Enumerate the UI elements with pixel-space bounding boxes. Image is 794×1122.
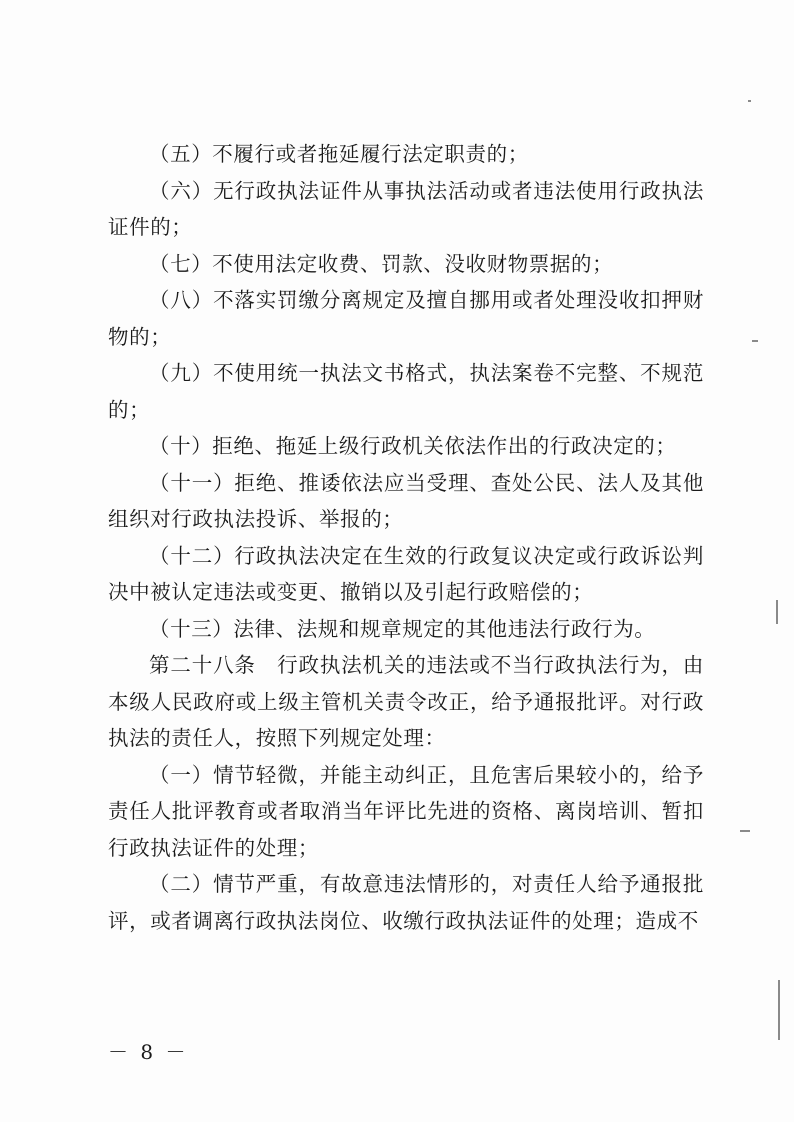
paragraph-item-5: （五）不履行或者拖延履行法定职责的； — [149, 142, 529, 166]
article-28-clause-2: （二）情节严重，有故意违法情形的，对责任人给予通报批评，或者调离行政执法岗位、收缴行政执法证件的处理；造成不 — [108, 872, 704, 933]
article-28: 第二十八条 行政执法机关的违法或不当行政执法行为，由本级人民政府或上级主管机关责令改正，给予通报批评。对行政执法的责任人，按照下列规定处理： — [108, 653, 704, 750]
scan-artifact — [752, 340, 758, 342]
scan-artifact — [776, 600, 778, 624]
paragraph-item-8: （八）不落实罚缴分离规定及擅自挪用或者处理没收扣押财物的； — [108, 288, 704, 349]
paragraph-item-6: （六）无行政执法证件从事执法活动或者违法使用行政执法证件的； — [108, 178, 704, 239]
scan-artifact — [748, 100, 751, 102]
paragraph-item-7: （七）不使用法定收费、罚款、没收财物票据的； — [149, 251, 614, 276]
paragraph-item-10: （十）拒绝、拖延上级行政机关依法作出的行政决定的； — [149, 434, 677, 458]
paragraph-item-12: （十二）行政执法决定在生效的行政复议决定或行政诉讼判决中被认定违法或变更、撤销以及引起行政赔偿的； — [108, 543, 704, 604]
scan-artifact — [740, 830, 750, 832]
scan-artifact — [778, 980, 780, 1040]
paragraph-item-11: （十一）拒绝、推诿依法应当受理、查处公民、法人及其他组织对行政执法投诉、举报的； — [108, 470, 704, 531]
article-28-clause-1: （一）情节轻微，并能主动纠正，且危害后果较小的，给予责任人批评教育或者取消当年评比先进的资格、离岗培训、暂扣行政执法证件的处理； — [108, 762, 704, 860]
paragraph-item-13: （十三）法律、法规和规章规定的其他违法行政行为。 — [149, 616, 656, 641]
page-number: － 8 － — [108, 1040, 189, 1064]
paragraph-item-9: （九）不使用统一执法文书格式，执法案卷不完整、不规范的； — [108, 361, 704, 422]
document-body — [108, 136, 704, 939]
